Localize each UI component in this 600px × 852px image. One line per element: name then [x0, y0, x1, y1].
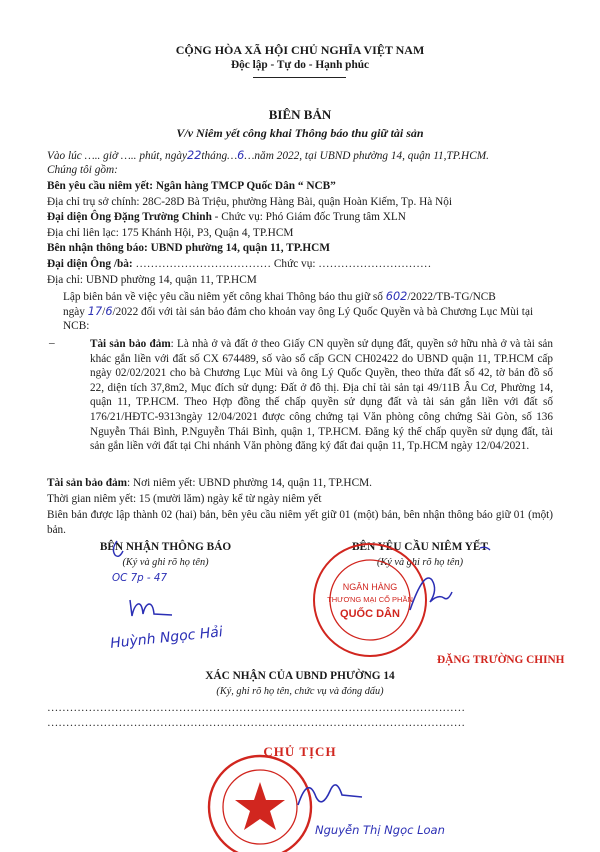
intro-line: Vào lúc ….. giờ ….. phút, ngày22tháng…6…năm 2022, tại UBND phường 14, quận 11,TP.HCM.: [47, 149, 489, 162]
asset-label: Tài sản bảo đảm: [90, 338, 171, 350]
nation-heading: CỘNG HÒA XÃ HỘI CHỦ NGHĨA VIỆT NAM: [175, 43, 425, 57]
body-line2-b: /2022 đối với tài sản bảo đảm cho khoản vay ông Lý Quốc Quyền và bà Chương Lục Mùi tại: [112, 306, 534, 318]
confirm-dots-1: …………………………………………………………………………………………………: [47, 702, 465, 714]
confirm-dots-2: …………………………………………………………………………………………………: [47, 717, 465, 729]
doc-subject: V/v Niêm yết công khai Thông báo thu giữ tài sản: [176, 126, 424, 140]
receiver-rep-dots: ……………………………… Chức vụ: …………………………: [132, 258, 432, 270]
left-sign-sub: (Ký và ghi rõ họ tên): [122, 557, 209, 568]
right-signature-svg: [400, 540, 510, 630]
requester-rep-role: - Chức vụ: Phó Giám đốc Trung tâm XLN: [211, 211, 406, 223]
attendees-label: Chúng tôi gồm:: [47, 164, 118, 176]
notice-date-day-handwritten: 17: [87, 305, 103, 318]
receiver-rep: [47, 258, 431, 270]
notice-number-handwritten: 602: [385, 290, 408, 303]
confirm-title: XÁC NHẬN CỦA UBND PHƯỜNG 14: [205, 670, 395, 682]
right-sign-title: BÊN YÊU CẦU NIÊM YẾT: [352, 541, 488, 553]
asset2-text: : Nơi niêm yết: UBND phường 14, quận 11, TP.HCM.: [127, 477, 372, 489]
intro-day-handwritten: 22: [187, 149, 202, 162]
motto-underline: [253, 77, 346, 78]
body-line1-b: /2022/TB-TG/NCB: [407, 291, 496, 303]
right-sign-sub: (Ký và ghi rõ họ tên): [376, 557, 464, 568]
asset2-label: Tài sản bảo đảm: [47, 477, 128, 489]
left-signature-stroke: [130, 600, 172, 616]
chair-title: CHỦ TỊCH: [263, 744, 337, 759]
requester-contact: Địa chỉ liên lạc: 175 Khánh Hội, P3, Quận 4, TP.HCM: [47, 227, 294, 239]
chair-signature-stroke: [298, 785, 362, 805]
requester-rep-label: Đại diện Ông Đặng Trường Chinh: [47, 211, 212, 223]
right-signature-stroke: [410, 578, 452, 610]
receiver-address: Địa chỉ: UBND phường 14, quận 11, TP.HCM: [47, 274, 257, 286]
date-sep: /: [102, 306, 106, 318]
bullet-dash: –: [49, 337, 55, 349]
body-line-2: [63, 305, 533, 318]
receiver-rep-label: Đại diện Ông /bà:: [47, 258, 133, 270]
left-handwritten-note: OC 7p - 47: [112, 572, 168, 584]
body-line-1: [63, 290, 496, 303]
bank-stamp-line-1: NGÂN HÀNG: [342, 582, 398, 592]
bank-stamp-line-2: THƯƠNG MẠI CỔ PHẦN: [327, 595, 413, 604]
bank-stamp-line-3: QUỐC DÂN: [340, 608, 400, 620]
notice-date-month-handwritten: 6: [105, 305, 113, 318]
requester-rep: [47, 211, 406, 223]
confirm-sub: (Ký, ghi rõ họ tên, chức vụ và đóng dấu): [216, 686, 384, 697]
intro-time-c: năm 2022, tại UBND phường 14, quận 11,TP.HCM.: [254, 150, 489, 162]
receiver-label: Bên nhận thông báo: UBND phường 14, quận 11, TP.HCM: [47, 242, 330, 254]
body-line2-a: ngày: [63, 306, 85, 318]
duration-line: Thời gian niêm yết: 15 (mười lăm) ngày kể từ ngày niêm yết: [47, 493, 322, 505]
ward-seal-star: [235, 782, 285, 830]
right-signer-name: ĐẶNG TRƯỜNG CHINH: [437, 654, 565, 666]
copies-paragraph: Biên bản được lập thành 02 (hai) bản, bên yêu cầu niêm yết giữ 01 (một) bản, bên nhận thông báo giữ 01 (một) bản.: [47, 509, 553, 536]
body-line1-a: Lập biên bản về việc yêu cầu niêm yết công khai Thông báo thu giữ số: [63, 291, 383, 303]
asset-text: : Là nhà ở và đất ở theo Giấy CN quyền sử dụng đất, quyền sở hữu nhà ở và tài sản khác gắn liền với đất số CX 674489, số vào sổ cấp GCN CH02422 do UBND quận 11, TP.HCM cấp ngày 02/02/2021 cho bà Chương Lục Mùi và ông Lý Quốc Quyền, theo thửa đất số 42, tờ bản đồ số 22, diện tích 37,8m2, Mục đích sử dụng: Đất ở đô thị. Địa chỉ tài sản tại 49/11B Âu Cơ, Phường 14, quận 11, TP.HCM. Theo Hợp đồng thế chấp quyền sử dụng đất và tài sản gắn liền với đất số 176/21/HĐTC-9313ngày 12/04/2021 được công chứng tại Văn phòng công chứng Sài Gòn, số 136 Nguyễn Thái Bình, P.Nguyễn Thái Bình, quận 1, TP.HCM. Đăng ký thế chấp quyền sử dụng đất, tài sản gắn liền với đất tại Chi nhánh Văn phòng đăng ký đất đai quận 11, Tp.HCM ngày 12/04/2021.: [90, 338, 553, 453]
asset-paragraph: [90, 337, 553, 454]
chair-signer-name: Nguyễn Thị Ngọc Loan: [315, 823, 445, 837]
doc-title: BIÊN BẢN: [268, 107, 332, 122]
intro-time-b: tháng: [201, 150, 228, 162]
requester-label: Bên yêu cầu niêm yết: Ngân hàng TMCP Quốc Dân “ NCB”: [47, 180, 336, 192]
left-sign-title: BÊN NHẬN THÔNG BÁO: [99, 541, 232, 553]
chair-signature-svg: [288, 765, 408, 825]
right-initial-mark: [480, 547, 490, 550]
left-initial-mark: [113, 541, 123, 556]
motto: Độc lập - Tự do - Hạnh phúc: [230, 59, 370, 71]
body-line-3: NCB:: [63, 320, 90, 332]
intro-time-a: Vào lúc ….. giờ ….. phút, ngày: [47, 150, 188, 162]
asset2-line: [47, 477, 372, 489]
requester-address: Địa chỉ trụ sở chính: 28C-28D Bà Triệu, phường Hàng Bài, quận Hoàn Kiếm, Tp. Hà Nội: [47, 196, 453, 208]
intro-month-handwritten: 6: [237, 149, 245, 162]
left-signer-name: Huỳnh Ngọc Hải: [109, 624, 224, 652]
